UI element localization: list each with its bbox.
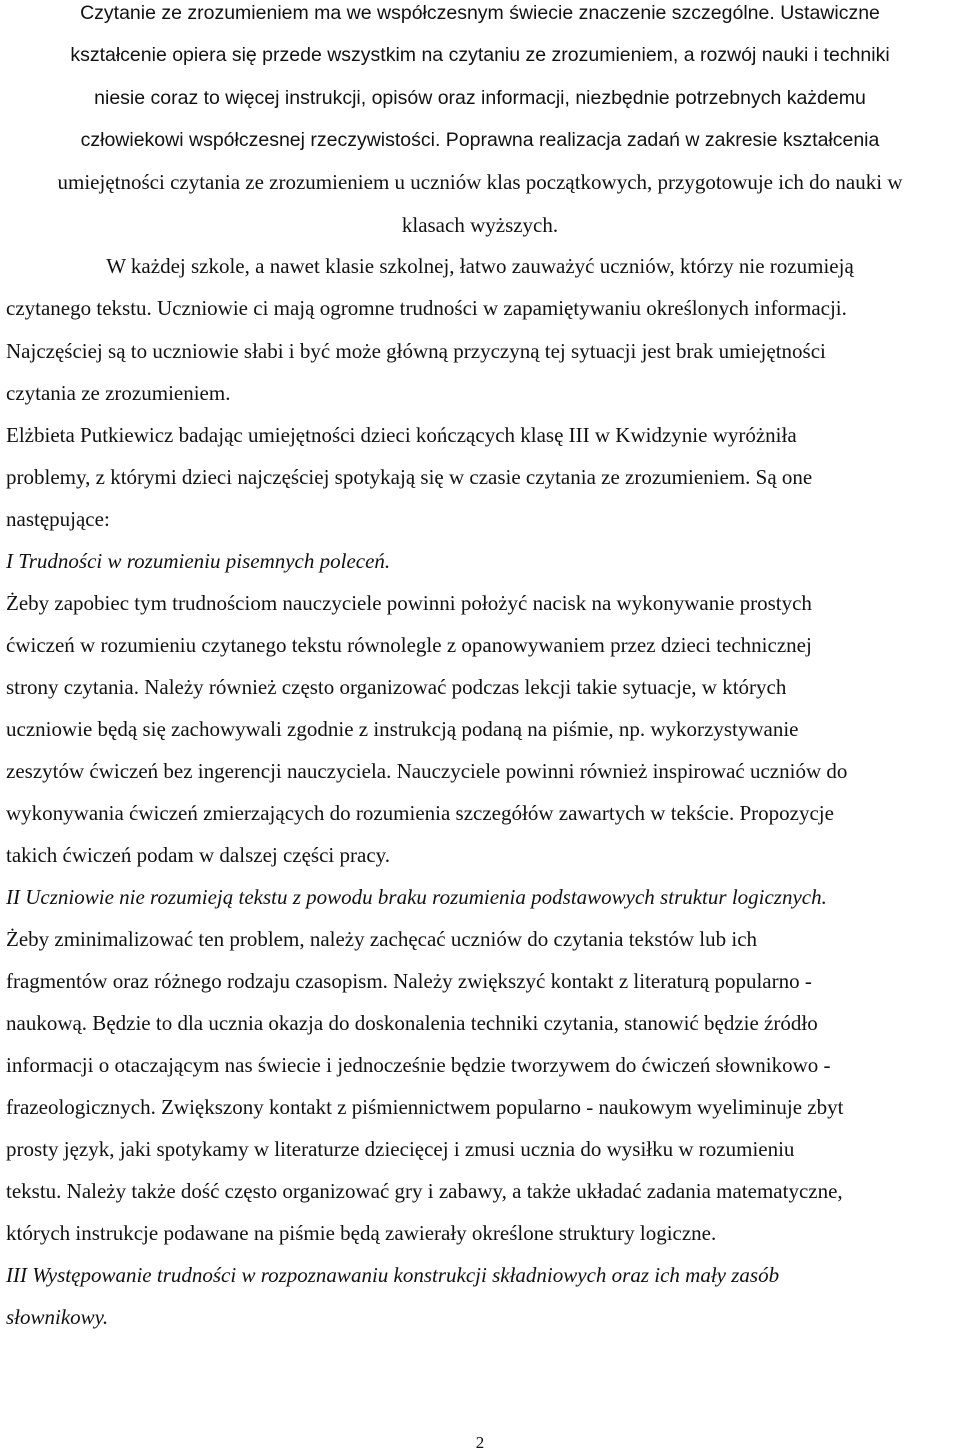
text-line: problemy, z którymi dzieci najczęściej spotykają się w czasie czytania ze zrozumieniem. Są one xyxy=(6,465,813,489)
text-line: Żeby zminimalizować ten problem, należy zachęcać uczniów do czytania tekstów lub ich xyxy=(6,927,758,951)
text-line: frazeologicznych. Zwiększony kontakt z piśmiennictwem popularno - naukowym wyeliminuje zbyt xyxy=(6,1095,844,1119)
text-line: kształcenie opiera się przede wszystkim na czytaniu ze zrozumieniem, a rozwój nauki i techniki xyxy=(70,44,890,66)
text-line: W każdej szkole, a nawet klasie szkolnej, łatwo zauważyć uczniów, którzy nie rozumieją xyxy=(106,254,854,278)
text-line: następujące: xyxy=(6,507,110,531)
section-heading-continued: słownikowy. xyxy=(6,1305,109,1329)
text-line: umiejętności czytania ze zrozumieniem u uczniów klas początkowych, przygotowuje ich do nauki w xyxy=(57,170,903,194)
text-line: ćwiczeń w rozumieniu czytanego tekstu równolegle z opanowywaniem przez dzieci technicznej xyxy=(6,633,812,657)
text-line: klasach wyższych. xyxy=(401,213,559,237)
text-line: Żeby zapobiec tym trudnościom nauczyciele powinni położyć nacisk na wykonywanie prostych xyxy=(6,591,812,615)
text-line: tekstu. Należy także dość często organizować gry i zabawy, a także układać zadania matematyczne, xyxy=(6,1179,843,1203)
text-line: prosty język, jaki spotykamy w literaturze dziecięcej i zmusi ucznia do wysiłku w rozumieniu xyxy=(6,1137,795,1161)
text-line: uczniowie będą się zachowywali zgodnie z instrukcją podaną na piśmie, np. wykorzystywanie xyxy=(6,717,799,741)
text-line: Czytanie ze zrozumieniem ma we współczesnym świecie znaczenie szczególne. Ustawiczne xyxy=(80,2,880,24)
text-line: czytanego tekstu. Uczniowie ci mają ogromne trudności w zapamiętywaniu określonych informacji. xyxy=(6,296,847,320)
section-heading: I Trudności w rozumieniu pisemnych poleceń. xyxy=(6,549,391,573)
section-heading: III Występowanie trudności w rozpoznawaniu konstrukcji składniowych oraz ich mały zasób xyxy=(6,1263,780,1287)
text-line: informacji o otaczającym nas świecie i jednocześnie będzie tworzywem do ćwiczeń słownikowo - xyxy=(6,1053,831,1077)
page-number: 2 xyxy=(475,1433,485,1452)
text-line: człowiekowi współczesnej rzeczywistości. Poprawna realizacja zadań w zakresie kształcenia xyxy=(80,129,880,151)
text-line: Elżbieta Putkiewicz badając umiejętności dzieci kończących klasę III w Kwidzynie wyróżniła xyxy=(6,423,797,447)
text-line: Najczęściej są to uczniowie słabi i być może główną przyczyną tej sytuacji jest brak umiejętności xyxy=(6,339,826,363)
text-line: niesie coraz to więcej instrukcji, opisów oraz informacji, niezbędnie potrzebnych każdemu xyxy=(94,87,866,109)
text-line: których instrukcje podawane na piśmie będą zawierały określone struktury logiczne. xyxy=(6,1221,717,1245)
text-line: fragmentów oraz różnego rodzaju czasopism. Należy zwiększyć kontakt z literaturą popularno - xyxy=(6,969,812,993)
text-line: czytania ze zrozumieniem. xyxy=(6,381,231,405)
text-line: wykonywania ćwiczeń zmierzających do rozumienia szczegółów zawartych w tekście. Propozycje xyxy=(6,801,834,825)
text-line: strony czytania. Należy również często organizować podczas lekcji takie sytuacje, w których xyxy=(6,675,787,699)
text-line: zeszytów ćwiczeń bez ingerencji nauczyciela. Nauczyciele powinni również inspirować uczniów do xyxy=(6,759,848,783)
section-heading: II Uczniowie nie rozumieją tekstu z powodu braku rozumienia podstawowych struktur logicznych. xyxy=(6,885,827,909)
text-line: naukową. Będzie to dla ucznia okazja do doskonalenia techniki czytania, stanowić będzie źródło xyxy=(6,1011,818,1035)
text-line: takich ćwiczeń podam w dalszej części pracy. xyxy=(6,843,391,867)
